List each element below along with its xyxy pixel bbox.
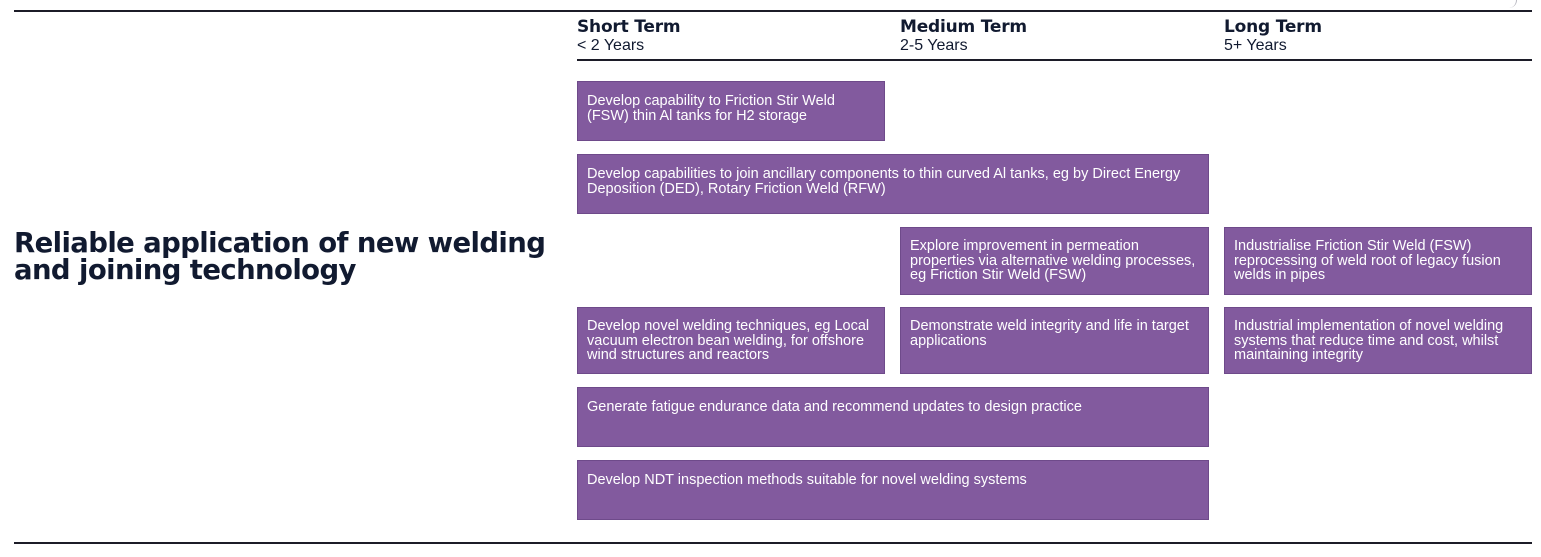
card-industrial-implementation[interactable]: Industrial implementation of novel welding systems that reduce time and cost, whilst maintaining integrity [1224,307,1532,374]
header-rule [577,59,1532,61]
column-term: Short Term [577,17,681,37]
column-years: < 2 Years [577,37,645,54]
card-weld-integrity[interactable]: Demonstrate weld integrity and life in target applications [900,307,1209,374]
card-ancillary-components[interactable]: Develop capabilities to join ancillary components to thin curved Al tanks, eg by Direct Energy Deposition (DED), Rotary Friction Weld (RFW) [577,154,1209,214]
card-fsw-h2-tanks[interactable]: Develop capability to Friction Stir Weld (FSW) thin Al tanks for H2 storage [577,81,885,141]
column-years: 5+ Years [1224,37,1287,54]
column-term: Medium Term [900,17,1027,37]
column-term: Long Term [1224,17,1322,37]
corner-mark [1506,0,1517,8]
column-header-long-term [1224,17,1322,55]
card-industrialise-fsw[interactable]: Industrialise Friction Stir Weld (FSW) reprocessing of weld root of legacy fusion welds in pipes [1224,227,1532,295]
bottom-rule [14,542,1532,544]
section-title: Reliable application of new welding and joining technology [14,227,546,286]
column-header-medium-term [900,17,1027,55]
card-fatigue-data[interactable]: Generate fatigue endurance data and recommend updates to design practice [577,387,1209,447]
card-novel-welding-techniques[interactable]: Develop novel welding techniques, eg Local vacuum electron bean welding, for offshore wind structures and reactors [577,307,885,374]
column-years: 2-5 Years [900,37,968,54]
column-header-short-term [577,17,680,55]
top-rule [14,10,1532,12]
card-permeation-properties[interactable]: Explore improvement in permeation properties via alternative welding processes, eg Friction Stir Weld (FSW) [900,227,1209,295]
card-ndt-inspection[interactable]: Develop NDT inspection methods suitable for novel welding systems [577,460,1209,520]
